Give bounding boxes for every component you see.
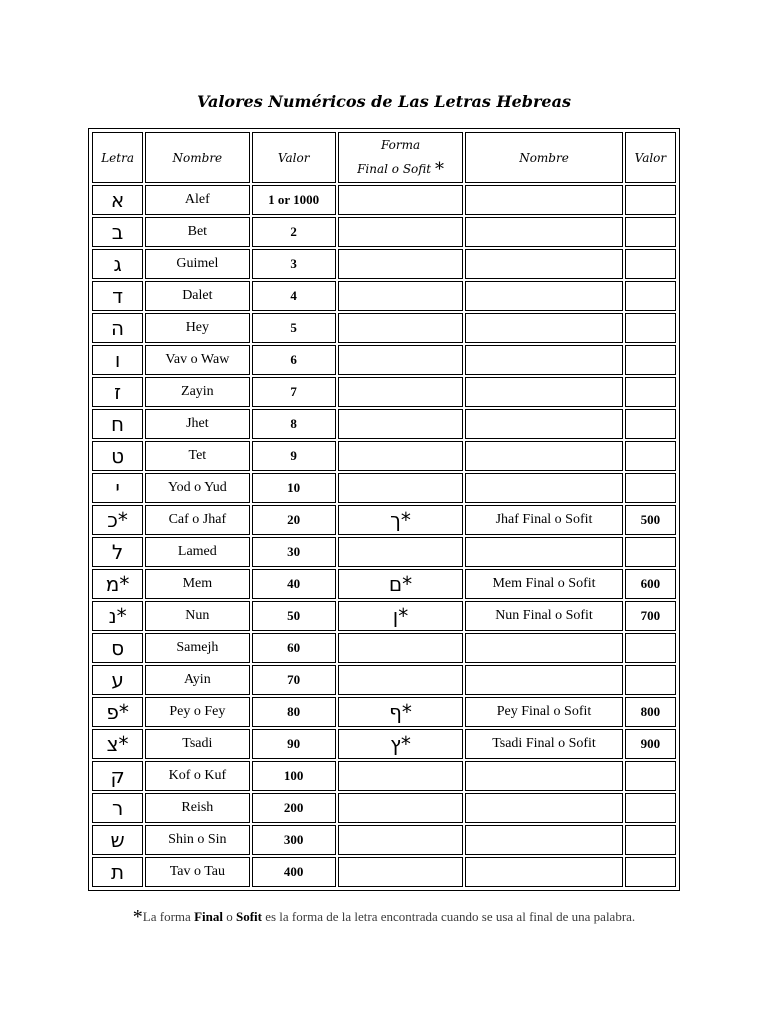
letter-glyph: ד	[112, 284, 124, 308]
letter-name: Yod o Yud	[167, 480, 227, 495]
name-cell	[145, 313, 249, 343]
final-value-cell	[625, 185, 676, 215]
final-form-cell	[338, 185, 463, 215]
letter-cell	[92, 665, 143, 695]
final-value-cell	[625, 217, 676, 247]
letter-value: 3	[290, 256, 297, 271]
letter-cell	[92, 793, 143, 823]
letter-name: Zayin	[181, 384, 214, 399]
final-name-cell	[465, 569, 623, 599]
final-letter-value: 600	[640, 576, 661, 591]
letter-cell	[92, 409, 143, 439]
final-name-cell	[465, 729, 623, 759]
value-cell	[252, 633, 336, 663]
letter-value: 2	[290, 224, 297, 239]
table-row	[92, 665, 676, 695]
table-row	[92, 569, 676, 599]
letter-glyph: ה	[111, 316, 125, 340]
final-name-cell	[465, 473, 623, 503]
name-cell	[145, 857, 249, 887]
letter-glyph: ב	[111, 220, 124, 244]
final-value-cell	[625, 313, 676, 343]
header-nombre: Nombre	[145, 132, 249, 183]
final-value-cell	[625, 377, 676, 407]
letter-asterisk: *	[117, 508, 128, 532]
final-value-cell	[625, 857, 676, 887]
letter-glyph: א	[110, 188, 125, 212]
letter-glyph: ח	[111, 412, 125, 436]
final-letter-value: 500	[640, 512, 661, 527]
value-cell	[252, 729, 336, 759]
letter-value: 80	[287, 704, 301, 719]
final-name-cell	[465, 185, 623, 215]
name-cell	[145, 473, 249, 503]
letter-glyph: ת	[111, 860, 125, 884]
final-letter-name: Tsadi Final o Sofit	[492, 736, 596, 751]
letter-cell	[92, 697, 143, 727]
letter-glyph: י	[115, 476, 120, 500]
final-form-cell	[338, 217, 463, 247]
letter-cell	[92, 377, 143, 407]
final-letter-glyph: ץ	[390, 732, 401, 756]
letter-name: Tsadi	[182, 736, 213, 751]
final-value-cell	[625, 761, 676, 791]
table-row	[92, 185, 676, 215]
table-row	[92, 761, 676, 791]
final-value-cell	[625, 505, 676, 535]
letter-value: 5	[290, 320, 297, 335]
letter-value: 1 or 1000	[268, 192, 320, 207]
final-name-cell	[465, 281, 623, 311]
letter-name: Mem	[182, 576, 213, 591]
letter-cell	[92, 281, 143, 311]
final-letter-glyph: ך	[390, 508, 401, 532]
letter-glyph: ר	[111, 796, 124, 820]
value-cell	[252, 377, 336, 407]
final-form-cell	[338, 377, 463, 407]
final-letter-name: Jhaf Final o Sofit	[495, 512, 593, 527]
final-letter-value: 700	[640, 608, 661, 623]
letter-value: 7	[290, 384, 297, 399]
final-name-cell	[465, 601, 623, 631]
header-row	[92, 132, 676, 183]
letter-name: Nun	[185, 608, 210, 623]
hebrew-letters-table	[90, 130, 678, 889]
table-row	[92, 505, 676, 535]
final-form-cell	[338, 569, 463, 599]
final-form-cell	[338, 857, 463, 887]
value-cell	[252, 441, 336, 471]
letter-name: Samejh	[176, 640, 219, 655]
final-form-cell	[338, 633, 463, 663]
header-letra: Letra	[92, 132, 143, 183]
final-letter-value: 900	[640, 736, 661, 751]
final-value-cell	[625, 665, 676, 695]
name-cell	[145, 281, 249, 311]
letter-name: Pey o Fey	[169, 704, 226, 719]
value-cell	[252, 537, 336, 567]
final-form-cell	[338, 249, 463, 279]
table-row	[92, 697, 676, 727]
footnote-asterisk: *	[132, 906, 143, 928]
letter-glyph: ל	[111, 540, 124, 564]
final-value-cell	[625, 249, 676, 279]
name-cell	[145, 601, 249, 631]
letter-glyph: כ	[107, 508, 118, 532]
letter-cell	[92, 857, 143, 887]
name-cell	[145, 633, 249, 663]
final-name-cell	[465, 313, 623, 343]
value-cell	[252, 217, 336, 247]
name-cell	[145, 185, 249, 215]
footnote-bold-final: Final	[194, 909, 223, 924]
final-name-cell	[465, 793, 623, 823]
final-name-cell	[465, 825, 623, 855]
header-forma-final	[338, 132, 463, 183]
footnote-text-2: o	[222, 909, 236, 924]
final-form-cell	[338, 697, 463, 727]
name-cell	[145, 249, 249, 279]
letter-name: Tet	[188, 448, 207, 463]
name-cell	[145, 345, 249, 375]
final-letter-asterisk: *	[398, 604, 409, 628]
letter-name: Tav o Tau	[169, 864, 226, 879]
final-value-cell	[625, 569, 676, 599]
footnote-text-1: La forma	[142, 909, 195, 924]
letter-cell	[92, 633, 143, 663]
table-row	[92, 281, 676, 311]
table-row	[92, 377, 676, 407]
letter-value: 30	[287, 544, 301, 559]
header-nombre-final: Nombre	[465, 132, 623, 183]
letter-glyph: ג	[113, 252, 122, 276]
final-form-cell	[338, 281, 463, 311]
final-name-cell	[465, 249, 623, 279]
letter-glyph: צ	[106, 732, 119, 756]
value-cell	[252, 473, 336, 503]
page-title: Valores Numéricos de Las Letras Hebreas	[197, 92, 571, 111]
name-cell	[145, 793, 249, 823]
letter-value: 100	[283, 768, 304, 783]
letter-value: 10	[287, 480, 301, 495]
final-name-cell	[465, 537, 623, 567]
final-letter-name: Pey Final o Sofit	[496, 704, 592, 719]
footnote-text-3: es la forma de la letra encontrada cuando se usa al final de una palabra.	[261, 909, 636, 924]
name-cell	[145, 729, 249, 759]
final-name-cell	[465, 761, 623, 791]
final-form-cell	[338, 761, 463, 791]
letter-value: 40	[287, 576, 301, 591]
table-row	[92, 313, 676, 343]
value-cell	[252, 345, 336, 375]
final-name-cell	[465, 665, 623, 695]
final-form-cell	[338, 601, 463, 631]
letter-name: Shin o Sin	[168, 832, 227, 847]
table-row	[92, 633, 676, 663]
final-form-cell	[338, 729, 463, 759]
final-name-cell	[465, 409, 623, 439]
value-cell	[252, 665, 336, 695]
final-name-cell	[465, 505, 623, 535]
final-form-cell	[338, 537, 463, 567]
letter-name: Reish	[181, 800, 214, 815]
letter-name: Ayin	[183, 672, 211, 687]
letter-glyph: ס	[111, 636, 125, 660]
final-letter-value: 800	[640, 704, 661, 719]
letter-value: 20	[287, 512, 301, 527]
table-row	[92, 249, 676, 279]
letter-cell	[92, 569, 143, 599]
final-name-cell	[465, 633, 623, 663]
value-cell	[252, 249, 336, 279]
letter-value: 60	[287, 640, 301, 655]
name-cell	[145, 441, 249, 471]
final-letter-asterisk: *	[401, 700, 412, 724]
header-forma-line2	[339, 157, 462, 182]
final-form-cell	[338, 441, 463, 471]
letter-cell	[92, 729, 143, 759]
final-letter-glyph: ן	[392, 604, 399, 628]
letter-value: 200	[283, 800, 304, 815]
letter-value: 90	[287, 736, 301, 751]
letter-glyph: נ	[108, 604, 117, 628]
name-cell	[145, 537, 249, 567]
table-row	[92, 345, 676, 375]
letter-name: Kof o Kuf	[168, 768, 227, 783]
final-form-cell	[338, 825, 463, 855]
letter-cell	[92, 313, 143, 343]
letter-asterisk: *	[118, 700, 129, 724]
value-cell	[252, 825, 336, 855]
letter-glyph: פ	[106, 700, 119, 724]
letter-cell	[92, 345, 143, 375]
name-cell	[145, 761, 249, 791]
value-cell	[252, 601, 336, 631]
final-form-cell	[338, 505, 463, 535]
value-cell	[252, 409, 336, 439]
table-row	[92, 729, 676, 759]
table-row	[92, 857, 676, 887]
name-cell	[145, 377, 249, 407]
final-value-cell	[625, 633, 676, 663]
header-asterisk: *	[434, 159, 444, 180]
name-cell	[145, 825, 249, 855]
letter-cell	[92, 761, 143, 791]
letter-value: 6	[290, 352, 297, 367]
letter-cell	[92, 473, 143, 503]
table-row	[92, 409, 676, 439]
final-value-cell	[625, 409, 676, 439]
table-row	[92, 537, 676, 567]
letter-value: 50	[287, 608, 301, 623]
value-cell	[252, 697, 336, 727]
letter-value: 400	[283, 864, 304, 879]
final-name-cell	[465, 345, 623, 375]
letter-name: Guimel	[176, 256, 219, 271]
value-cell	[252, 313, 336, 343]
letter-cell	[92, 601, 143, 631]
letter-asterisk: *	[116, 604, 127, 628]
letter-value: 9	[290, 448, 297, 463]
letter-value: 8	[290, 416, 297, 431]
final-form-cell	[338, 345, 463, 375]
value-cell	[252, 569, 336, 599]
final-value-cell	[625, 825, 676, 855]
final-letter-glyph: ם	[388, 572, 403, 596]
name-cell	[145, 697, 249, 727]
value-cell	[252, 857, 336, 887]
letter-glyph: ו	[114, 348, 121, 372]
value-cell	[252, 505, 336, 535]
name-cell	[145, 665, 249, 695]
letter-glyph: ט	[111, 444, 125, 468]
value-cell	[252, 185, 336, 215]
final-letter-asterisk: *	[402, 572, 413, 596]
letters-table-frame	[88, 128, 680, 891]
table-row	[92, 601, 676, 631]
name-cell	[145, 217, 249, 247]
final-letter-asterisk: *	[400, 508, 411, 532]
final-value-cell	[625, 793, 676, 823]
letter-asterisk: *	[119, 572, 130, 596]
letter-cell	[92, 441, 143, 471]
final-value-cell	[625, 473, 676, 503]
letter-name: Lamed	[177, 544, 217, 559]
table-row	[92, 825, 676, 855]
letter-name: Dalet	[182, 288, 213, 303]
letter-cell	[92, 185, 143, 215]
name-cell	[145, 569, 249, 599]
letter-cell	[92, 537, 143, 567]
final-form-cell	[338, 473, 463, 503]
final-name-cell	[465, 697, 623, 727]
final-name-cell	[465, 217, 623, 247]
final-form-cell	[338, 313, 463, 343]
header-forma-line1: Forma	[380, 138, 421, 152]
letter-glyph: מ	[105, 572, 120, 596]
final-name-cell	[465, 857, 623, 887]
table-row	[92, 217, 676, 247]
name-cell	[145, 505, 249, 535]
final-name-cell	[465, 441, 623, 471]
final-letter-name: Nun Final o Sofit	[495, 608, 593, 623]
final-value-cell	[625, 441, 676, 471]
letter-glyph: ז	[114, 380, 122, 404]
footnote-bold-sofit: Sofit	[235, 909, 262, 924]
footnote	[0, 906, 768, 929]
final-value-cell	[625, 537, 676, 567]
letter-name: Jhet	[186, 416, 209, 431]
value-cell	[252, 793, 336, 823]
letter-cell	[92, 505, 143, 535]
final-value-cell	[625, 601, 676, 631]
letter-cell	[92, 217, 143, 247]
table-row	[92, 441, 676, 471]
header-forma-line2-text: Final o Sofit	[357, 162, 432, 176]
letter-name: Bet	[187, 224, 208, 239]
name-cell	[145, 409, 249, 439]
letter-cell	[92, 825, 143, 855]
value-cell	[252, 761, 336, 791]
letter-glyph: ק	[110, 764, 125, 788]
letter-name: Caf o Jhaf	[168, 512, 227, 527]
final-name-cell	[465, 377, 623, 407]
letter-cell	[92, 249, 143, 279]
final-value-cell	[625, 281, 676, 311]
letter-name: Hey	[185, 320, 210, 335]
header-valor-final: Valor	[625, 132, 676, 183]
letter-glyph: ע	[111, 668, 124, 692]
letter-name: Alef	[184, 192, 210, 207]
final-letter-glyph: ף	[389, 700, 402, 724]
header-valor: Valor	[252, 132, 336, 183]
value-cell	[252, 281, 336, 311]
final-value-cell	[625, 729, 676, 759]
final-letter-name: Mem Final o Sofit	[492, 576, 596, 591]
letter-asterisk: *	[118, 732, 129, 756]
final-value-cell	[625, 697, 676, 727]
final-form-cell	[338, 409, 463, 439]
final-form-cell	[338, 793, 463, 823]
letter-name: Vav o Waw	[165, 352, 230, 367]
final-form-cell	[338, 665, 463, 695]
letter-value: 4	[290, 288, 297, 303]
final-value-cell	[625, 345, 676, 375]
final-letter-asterisk: *	[400, 732, 411, 756]
letter-glyph: ש	[110, 828, 125, 852]
letter-value: 70	[287, 672, 301, 687]
table-row	[92, 793, 676, 823]
letter-value: 300	[283, 832, 304, 847]
table-row	[92, 473, 676, 503]
